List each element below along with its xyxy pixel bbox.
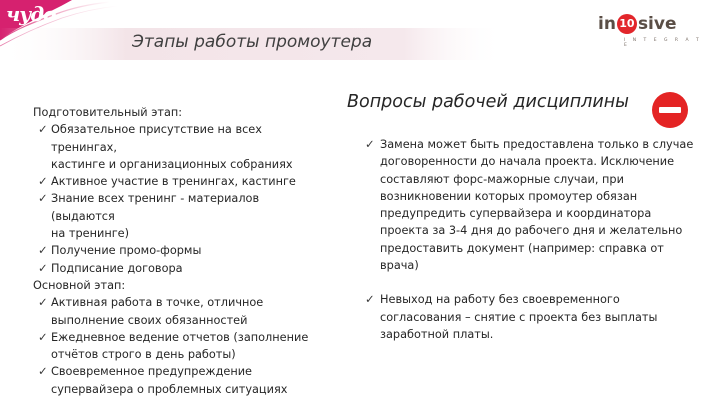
list-item-text: Замена может быть предоставлена только в случае	[380, 138, 694, 151]
list-item-text: Ежедневное ведение отчетов (заполнение	[51, 330, 309, 344]
list-item-text: Получение промо-формы	[51, 244, 202, 258]
preparatory-list	[33, 121, 323, 277]
list-item-text: возникновении которых промоутер обязан	[380, 189, 638, 203]
brand-logo: чудо	[6, 2, 56, 26]
list-item	[360, 136, 695, 274]
checkmark-icon: ✓	[38, 122, 48, 137]
list-item-text: Своевременное предупреждение	[51, 365, 253, 379]
checkmark-icon: ✓	[38, 243, 48, 258]
list-item	[33, 190, 323, 242]
list-spacer	[360, 274, 695, 291]
list-item-text: супервайзера о проблемных ситуациях	[51, 382, 288, 396]
list-item-text: Активное участие в тренингах, кастинге	[51, 175, 296, 189]
checkmark-icon: ✓	[38, 191, 48, 206]
checkmark-icon: ✓	[365, 137, 375, 151]
list-item	[33, 121, 323, 173]
list-item-text: предоставить документ (например: справка от	[380, 241, 664, 255]
list-item	[33, 363, 323, 398]
checkmark-icon: ✓	[38, 364, 48, 379]
list-item	[360, 291, 695, 343]
list-item-text: Невыход на работу без своевременного	[380, 293, 620, 307]
list-item-text: заработной платы.	[380, 327, 494, 341]
list-item-text: проекта за 3-4 дня до рабочего дня и желательно	[380, 224, 683, 238]
discipline-heading: Вопросы рабочей дисциплины	[347, 92, 629, 112]
list-item	[33, 260, 323, 277]
stop-icon	[652, 92, 688, 128]
section-heading-preparatory: Подготовительный этап:	[33, 106, 183, 119]
list-item-text: отчётов строго в день работы)	[51, 348, 236, 362]
list-item	[33, 329, 323, 364]
slide-title: Этапы работы промоутера	[132, 32, 373, 52]
list-item-text: врача)	[380, 259, 419, 273]
list-item-text: Активная работа в точке, отличное	[51, 296, 264, 310]
checkmark-icon: ✓	[365, 292, 375, 307]
list-item-text: Знание всех тренинг - материалов (выдаются	[51, 192, 260, 223]
checkmark-icon: ✓	[38, 174, 48, 189]
checkmark-icon: ✓	[38, 329, 48, 344]
left-column	[33, 104, 323, 398]
list-item-text: выполнение своих обязанностей	[51, 313, 248, 327]
list-item	[33, 242, 323, 259]
discipline-list	[360, 136, 695, 343]
list-item-text: Обязательное присутствие на всех тренингах,	[51, 123, 262, 154]
ten-circle-icon: 10	[617, 14, 637, 34]
list-item	[33, 173, 323, 190]
list-item	[33, 294, 323, 329]
list-item-text: составляют форс-мажорные случаи, при	[380, 172, 624, 186]
right-column	[360, 136, 695, 343]
partner-logo: in 10 sive I N T E G R A T E	[598, 14, 702, 48]
checkmark-icon: ✓	[38, 295, 48, 310]
checkmark-icon: ✓	[38, 260, 48, 275]
list-item-text: Подписание договора	[51, 261, 183, 275]
list-item-text: на тренинге)	[51, 227, 130, 241]
section-heading-main: Основной этап:	[33, 278, 126, 292]
list-item-text: предупредить супервайзера и координатора	[380, 207, 652, 221]
list-item-text: договоренности до начала проекта. Исключение	[380, 155, 675, 169]
list-item-text: кастинге и организационных собраниях	[51, 157, 293, 171]
list-item-text: согласования – снятие с проекта без выплаты	[380, 310, 658, 324]
main-stage-list	[33, 294, 323, 398]
